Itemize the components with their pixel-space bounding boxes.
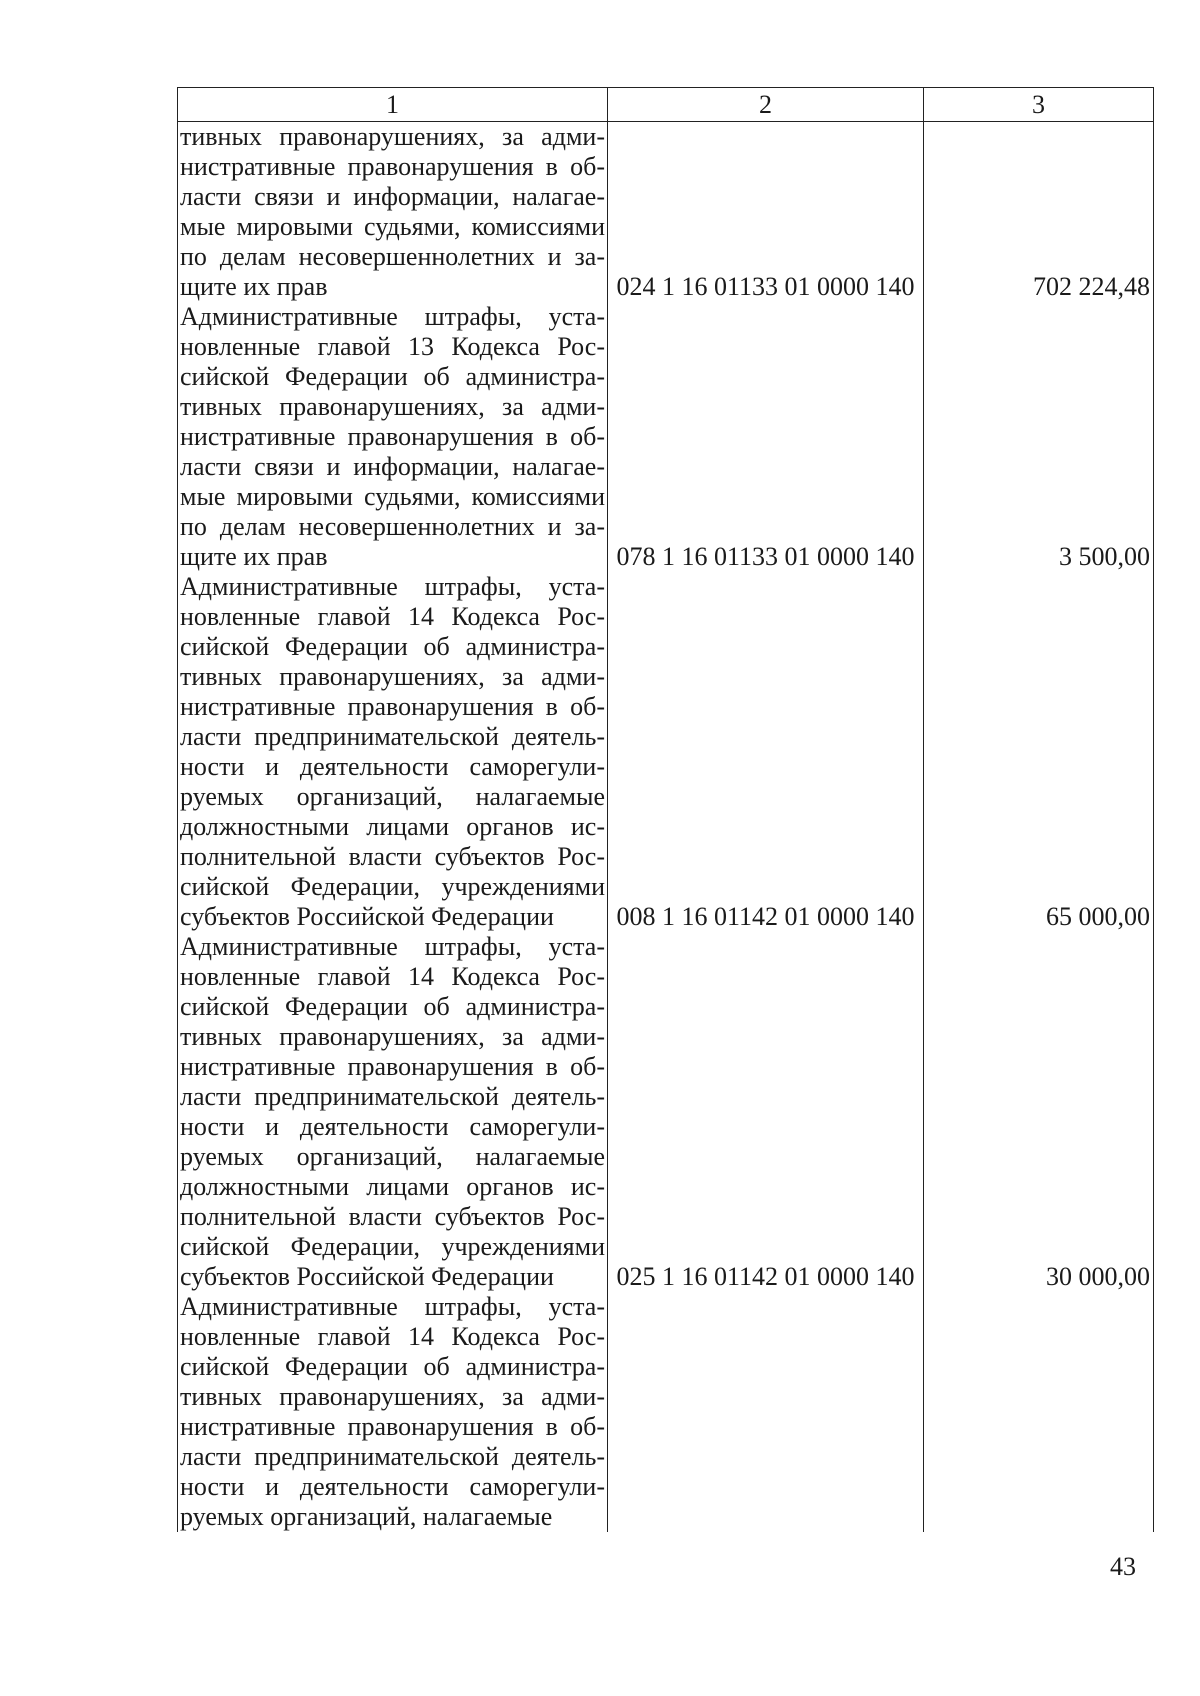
table-row <box>178 932 1154 1292</box>
table-row <box>178 1292 1154 1532</box>
row-amount: 65 000,00 <box>924 572 1154 932</box>
row-description: Административные штрафы, установленные главой 13 Кодекса Российской Федерации об административных правонарушениях, за административные правонарушения в области связи и информации, налагаемые мировыми судьями, комиссиями по делам несовершеннолетних и защите их прав <box>178 302 608 572</box>
row-amount <box>924 1292 1154 1532</box>
column-header-2: 2 <box>608 88 924 122</box>
row-code: 024 1 16 01133 01 0000 140 <box>608 122 924 303</box>
table-row <box>178 572 1154 932</box>
row-code: 025 1 16 01142 01 0000 140 <box>608 932 924 1292</box>
revenue-table <box>177 87 1154 1532</box>
page-number: 43 <box>1110 1552 1136 1581</box>
row-code: 008 1 16 01142 01 0000 140 <box>608 572 924 932</box>
row-description: тивных правонарушениях, за административные правонарушения в области связи и информации, налагаемые мировыми судьями, комиссиями по делам несовершеннолетних и защите их прав <box>178 122 608 303</box>
column-header-1: 1 <box>178 88 608 122</box>
row-code <box>608 1292 924 1532</box>
table-row <box>178 122 1154 303</box>
row-description: Административные штрафы, установленные главой 14 Кодекса Российской Федерации об административных правонарушениях, за административные правонарушения в области предпринимательской деятельности и деятельности саморегулируемых организаций, налагаемые <box>178 1292 608 1532</box>
row-amount: 702 224,48 <box>924 122 1154 303</box>
row-description: Административные штрафы, установленные главой 14 Кодекса Российской Федерации об административных правонарушениях, за административные правонарушения в области предпринимательской деятельности и деятельности саморегулируемых организаций, налагаемые должностными лицами органов исполнительной власти субъектов Российской Федерации, учреждениями субъектов Российской Федерации <box>178 572 608 932</box>
column-header-3: 3 <box>924 88 1154 122</box>
row-code: 078 1 16 01133 01 0000 140 <box>608 302 924 572</box>
row-amount: 3 500,00 <box>924 302 1154 572</box>
table-row <box>178 302 1154 572</box>
row-description: Административные штрафы, установленные главой 14 Кодекса Российской Федерации об административных правонарушениях, за административные правонарушения в области предпринимательской деятельности и деятельности саморегулируемых организаций, налагаемые должностными лицами органов исполнительной власти субъектов Российской Федерации, учреждениями субъектов Российской Федерации <box>178 932 608 1292</box>
table-header-row <box>178 88 1154 122</box>
row-amount: 30 000,00 <box>924 932 1154 1292</box>
